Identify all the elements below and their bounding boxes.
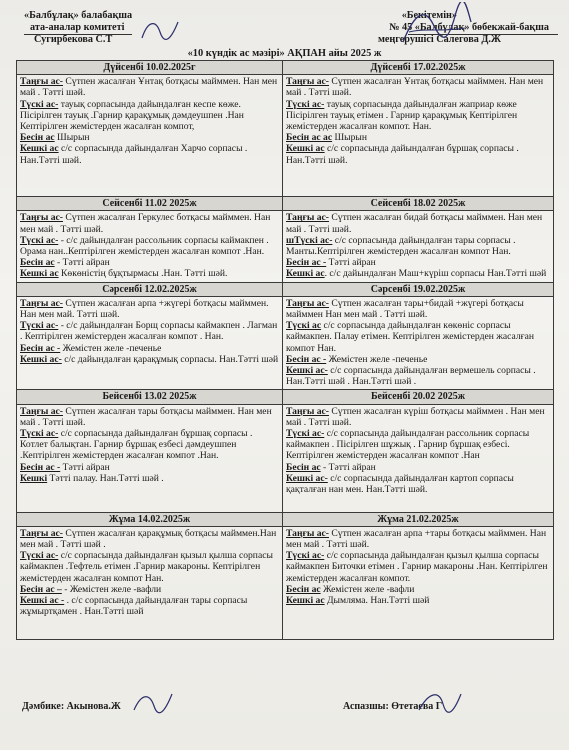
institution-name: № 45 «Балбұлақ» бөбекжай-бақша [389,22,549,33]
meal-label: Түскі ас- [20,234,59,246]
meal-line [286,550,550,584]
meal-line [20,462,279,473]
meal-dishes: Шырын [54,132,90,144]
meal-dishes: Тәтті палау. Нан.Тәтті шәй . [47,472,164,484]
meal-label: Кешкі ас- [286,472,328,484]
day-heading: Бейсенбі 20.02 2025ж [283,390,554,404]
nurse-signature: Дәмбике: Акынова.Ж [22,701,121,712]
meal-line [20,143,279,165]
meal-dishes: - с/с дайындалған рассольник сорпасы каймакпен . Орама нан..Кептірілген жемістерден жасалған компот .Нан. [20,234,269,258]
meal-dishes: Тәтті айран [326,257,376,269]
meal-label: Кешкі ас - [20,595,65,607]
meal-dishes: - Тәтті айран [320,461,376,473]
meal-label: Таңғы ас- [286,297,329,309]
meal-line [286,143,550,165]
meal-line [20,320,279,342]
meal-line [286,428,550,462]
meal-label: Бесін ас ас [286,132,333,144]
committee-member-name: Сугирбекова С.Т [34,34,113,45]
meal-line [20,354,279,365]
meal-label: Кешкі ас [20,143,59,155]
day-heading: Дүйсенбі 10.02.2025г [17,61,283,75]
day-heading-row [17,197,554,211]
day-menu-cell [17,75,283,197]
day-heading: Сейсенбі 18.02 2025ж [283,197,554,211]
meal-label: Кешкі ас [286,595,325,607]
meal-line [286,76,550,98]
meal-line [20,235,279,257]
meal-line [286,235,550,257]
cook-signature-icon [415,688,465,718]
day-menu-cell [17,211,283,282]
meal-label: Кешкі ас [286,143,325,155]
meal-label: Таңғы ас- [20,527,63,539]
meal-label: Түскі ас- [286,98,325,110]
meal-dishes: тауық сорпасында дайындалған кеспе көже. Пісірілген тауық .Гарнир қарақұмық дәмдеушпен .Нан Кептірілген жемістерден жасалған компот, [20,98,244,133]
meal-line [286,365,550,387]
meal-label: Таңғы ас- [20,76,63,88]
meal-dishes: с/с сорпасында дайындалған көкөніс сорпасы каймакпен. Палау етімен. Кептірілген жемістерден жасалған компот Нан. [286,320,534,354]
meal-dishes: с/с сорпасында дайындалған картоп сорпасы қақталған нан мен. Нан.Тәтті шәй. [286,472,514,496]
meal-line [20,76,279,98]
day-menu-cell [17,404,283,512]
meal-line [20,528,279,550]
day-heading-row [17,282,554,296]
meal-dishes: Сүтпен жасалған бидай ботқасы майммен. Нан мен май . Тәтті шәй. [286,212,543,235]
day-menu-cell [17,526,283,639]
meal-label: Түскі ас- [20,550,59,562]
meal-dishes: Жемістен желе -печенье [326,353,428,365]
meal-dishes: с/с сорпасында дайындалған бұршақ сорпасы . Котлет балықтан. Гарнир бұршақ езбесі дәмдеушпен .Кептірілген жемістерден жасалған компот .Нан. [20,428,253,462]
meal-dishes: Сүтпен жасалған Ұнтақ ботқасы майммен. Нан мен май . Тәтті шәй. [286,76,544,99]
meal-label: Түскі ас- [20,428,59,440]
day-menu-row [17,75,554,197]
day-menu-cell [283,296,554,390]
day-heading-row [17,390,554,404]
meal-dishes: тауық сорпасында дайындалған жаприар көже Пісірілген тауық етімен . Гарнир қарақұмық Кептірілген жемістерден жасалған компот. Нан. [286,98,518,133]
meal-line [20,595,279,617]
meal-dishes: . с/с сорпасында дайындалған тары сорпасы жұмыртқамен . Нан.Тәтті шәй [20,595,248,618]
meal-line [286,99,550,133]
meal-line [20,550,279,584]
day-heading: Бейсенбі 13.02 2025ж [17,390,283,404]
meal-dishes: с/с сорпасында дайындалған бұршақ сорпасы . Нан.Тәтті шәй. [286,143,519,166]
meal-line [20,406,279,428]
director-name: меңгерушісі Салегова Д.Ж [377,34,501,45]
meal-label: шТүскі ас- [286,234,333,246]
meal-dishes: Сүтпен жасалған Ұнтақ ботқасы майммен. Нан мен май . Тәтті шәй. [20,76,278,99]
meal-label: Кешкі ас [20,268,59,280]
meal-line [286,406,550,428]
day-menu-cell [283,75,554,197]
meal-label: Түскі ас- [286,428,325,440]
meal-label: Кешкі ас [286,268,325,280]
meal-line [286,298,550,320]
meal-dishes: Дымляма. Нан.Тәтті шәй [324,595,430,607]
meal-dishes: - Жемістен желе -вафли [61,583,162,595]
meal-line [286,528,550,550]
meal-label: Бесін ас - [286,353,327,365]
day-menu-row [17,526,554,639]
meal-label: Кешкі ас- [286,365,328,377]
meal-dishes: Шырын [332,132,367,144]
meal-dishes: Жемістен желе -вафли [320,583,415,595]
meal-dishes: с/с сорпасында дайындалған тары сорпасы . Манты.Кептірілген жемістерден жасалған компот Нан. [286,234,516,258]
day-heading: Сәрсенбі 19.02.2025ж [283,282,554,296]
meal-label: Бесін ас - [20,461,61,473]
parents-committee-block [24,10,132,46]
meal-line [20,99,279,133]
meal-dishes: Сүтпен жасалған арпа +тары ботқасы майммен. Нан мен май . Тәтті шәй. [286,527,547,551]
meal-line [20,132,279,143]
day-menu-row [17,404,554,512]
meal-dishes: Сүтпен жасалған Геркулес ботқасы майммен. Нан мен май . Тәтті шәй. [20,212,271,235]
meal-line [286,268,550,279]
meal-line [286,584,550,595]
committee-signature-icon [138,16,184,46]
meal-label: Түскі ас- [286,550,325,562]
kindergarten-name: «Балбұлақ» балабақша [24,10,133,21]
meal-dishes: с/с сорпасында дайындалған қызыл қылша сорпасы каймакпен .Тефтель етімен .Гарнир макароны. Кептірілген жемістерден жасалған компот Нан. [20,550,273,584]
meal-line [286,320,550,354]
day-menu-cell [283,404,554,512]
director-signature-icon [395,2,475,54]
committee-name: ата-аналар комитеті [30,22,125,33]
meal-line [286,212,550,234]
meal-label: Таңғы ас- [20,212,63,224]
meal-line [286,473,550,495]
meal-dishes: с/с дайындалған қарақұмық сорпасы. Нан.Тәтті шәй [61,353,279,365]
meal-dishes: Тәтті айран [60,461,110,473]
day-menu-row [17,211,554,282]
meal-dishes: Көкөністің бұқтырмасы .Нан. Тәтті шәй. [58,268,228,280]
meal-line [20,473,279,484]
meal-label: Бесін ас - [20,342,61,354]
meal-label: Түскі ас- [20,320,59,332]
meal-label: Таңғы ас- [20,297,63,309]
nurse-signature-icon [130,690,176,718]
meal-label: Таңғы ас- [286,405,329,417]
document-title: «10 күндік ас мәзірі» АҚПАН айы 2025 ж [187,48,382,59]
day-heading: Жұма 21.02.2025ж [283,512,554,526]
meal-line [286,132,550,143]
meal-label: Бесін ас – [20,583,62,595]
meal-label: Таңғы ас- [286,76,329,88]
menu-table [16,60,554,640]
meal-line [20,298,279,320]
meal-dishes: с/с сорпасында дайындалған Харчо сорпасы . Нан.Тәтті шәй. [20,143,248,166]
day-heading-row [17,61,554,75]
day-menu-cell [283,526,554,639]
meal-dishes: Сүтпен жасалған арпа +жүгері ботқасы майммен. Нан мен май. Тәтті шәй. [20,297,269,321]
meal-dishes: с/с сорпасында дайындалған рассольник сорпасы каймакпен . Пісірілген шұжық . Гарнир бұршақ езбесі. Кептірілген жемістерден жасалған компот .Нан [286,428,530,462]
meal-dishes: Сүтпен жасалған тары ботқасы майммен. Нан мен май . Тәтті шәй. [20,405,272,428]
meal-dishes: Сүтпен жасалған күріш ботқасы майммен . Нан мен май . Тәтті шәй. [286,405,545,428]
meal-line [20,257,279,268]
day-heading: Сәрсенбі 12.02.2025ж [17,282,283,296]
meal-line [20,343,279,354]
signature-line-left [24,34,132,35]
meal-dishes: Сүтпен жасалған қарақұмық ботқасы майммен.Нан мен май . Тәтті шәй . [20,527,277,551]
meal-dishes: Жемістен желе -печенье [60,342,162,354]
meal-line [286,257,550,268]
day-heading: Жұма 14.02.2025ж [17,512,283,526]
meal-dishes: с/с сорпасында дайындалған вермешель сорпасы . Нан.Тәтті шәй . Нан.Тәтті шәй . [286,365,536,388]
meal-dishes: с/с сорпасында дайындалған қызыл қылша сорпасы каймакпен Биточки етімен . Гарнир макароны .Нан. Кептірілген жемістерден жасалған компот. [286,550,548,584]
day-menu-cell [17,296,283,390]
day-menu-row [17,296,554,390]
meal-line [286,595,550,606]
meal-label: Бесін ас - [286,257,327,269]
meal-line [286,354,550,365]
meal-label: Таңғы ас- [286,212,329,224]
cook-signature: Аспазшы: Өтетаева Г [343,701,443,712]
meal-line [20,428,279,462]
meal-label: Бесін ас [286,461,321,473]
meal-dishes: - Тәтті айран [54,257,110,269]
meal-line [20,584,279,595]
meal-label: Түскі ас- [20,98,59,110]
meal-line [20,212,279,234]
meal-line [286,462,550,473]
meal-label: Бесін ас [20,257,55,269]
meal-label: Кешкі [20,472,48,484]
meal-label: Таңғы ас- [286,527,329,539]
meal-label: Түскі ас [286,320,322,332]
meal-line [20,268,279,279]
meal-label: Бесін ас [20,132,55,144]
approval-title: «Бекітемін» [401,10,457,21]
day-heading: Сейсенбі 11.02 2025ж [17,197,283,211]
meal-label: Кешкі ас- [20,353,62,365]
meal-label: Таңғы ас- [20,405,63,417]
day-heading-row [17,512,554,526]
meal-label: Бесін ас [286,583,321,595]
meal-dishes: - с/с дайындалған Борщ сорпасы каймакпен . Лагман . Кептірілген жемістерден жасалған компот . Нан. [20,320,278,343]
day-menu-cell [283,211,554,282]
meal-dishes: Сүтпен жасалған тары+бидай +жүгері ботқасы майммен Нан мен май . Тәтті шәй. [286,297,524,321]
meal-dishes: . с/с дайындалған Маш+күріш сорпасы Нан.Тәтті шәй [324,268,547,280]
day-heading: Дүйсенбі 17.02.2025ж [283,61,554,75]
